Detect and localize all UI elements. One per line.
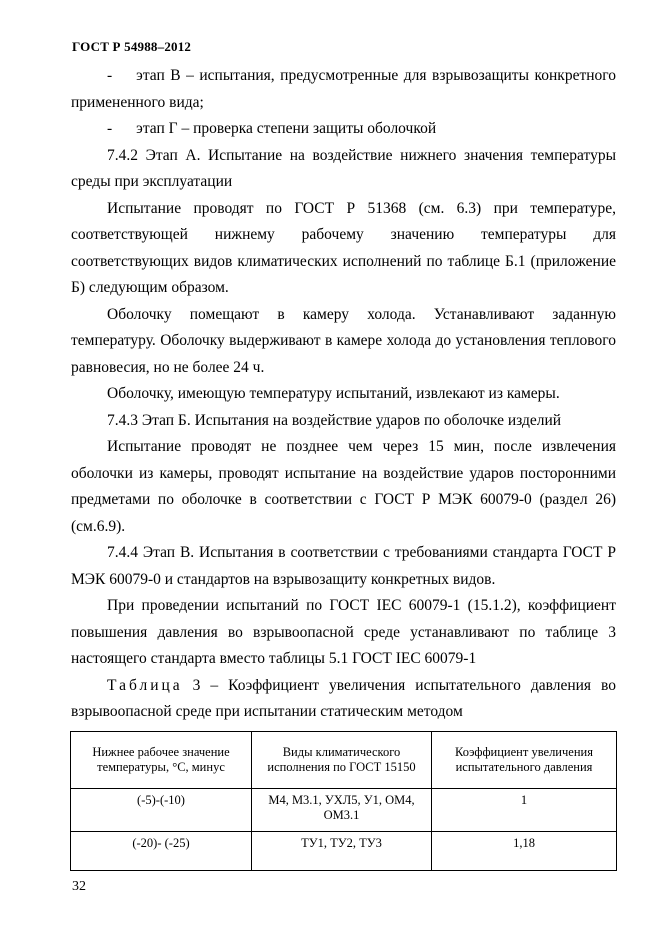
table-header-row [71,732,617,789]
paragraph-shell-cold: Оболочку помещают в камеру холода. Устанавливают заданную температуру. Оболочку выдерживают в камере холода до установления теплового равновесия, но не более 24 ч. [71,305,616,376]
list-item-stage-b [71,63,616,116]
document-body [71,63,616,726]
table-caption [71,673,616,726]
document-code-header: ГОСТ Р 54988–2012 [72,39,192,54]
paragraph-remove: Оболочку, имеющую температуру испытаний, извлекают из камеры. [107,385,560,402]
table-row [71,832,617,871]
table-cell: М4, М3.1, УХЛ5, У1, ОМ4, ОМ3.1 [252,789,432,832]
paragraph-test-a: Испытание проводят по ГОСТ Р 51368 (см. 6.3) при температуре, соответствующей нижнему рабочему значению температуры для соответствующих видов климатических исполнений по таблице Б.1 (приложение Б) следующим образом. [71,199,616,296]
section-7-4-4: 7.4.4 Этап В. Испытания в соответствии с требованиями стандарта ГОСТ Р МЭК 60079-0 и стандартов на взрывозащиту конкретных видов. [71,544,616,588]
list-item-stage-g [71,116,616,143]
section-7-4-2: 7.4.2 Этап А. Испытание на воздействие нижнего значения температуры среды при эксплуатации [71,146,616,190]
table-header-cell: Виды климатического исполнения по ГОСТ 15150 [252,732,432,789]
table-cell: ТУ1, ТУ2, ТУ3 [252,832,432,871]
table-cell: (-20)- (-25) [71,832,252,871]
table-row [71,789,617,832]
table-cell: 1,18 [432,832,617,871]
list-item-text: этап Г – проверка степени защиты оболочкой [136,120,437,137]
section-7-4-3: 7.4.3 Этап Б. Испытания на воздействие ударов по оболочке изделий [107,411,562,429]
paragraph-pressure: При проведении испытаний по ГОСТ IEC 60079-1 (15.1.2), коэффициент повышения давления во взрывоопасной среде устанавливают по таблице 3 настоящего стандарта вместо таблицы 5.1 ГОСТ IEC 60079-1 [71,597,616,667]
table-caption-text: 3 – Коэффициент увеличения испытательного давления во взрывоопасной среде при испытании статическим методом [71,676,616,720]
table-caption-word: Таблица [107,676,183,694]
paragraph-test-b: Испытание проводят не позднее чем через 15 мин, после извлечения оболочки из камеры, проводят испытание на воздействие ударов посторонними предметами по оболочке в соответствии с ГОСТ Р МЭК 60079-0 (раздел 26) (см.6.9). [71,438,616,535]
table-header-cell: Коэффициент увеличения испытательного давления [432,732,617,789]
table-cell: 1 [432,789,617,832]
list-dash: - [107,120,113,137]
page-number: 32 [72,879,86,894]
list-item-text: этап В – испытания, предусмотренные для взрывозащиты конкретного примененного вида; [71,67,616,111]
table-header-cell: Нижнее рабочее значение температуры, °С, минус [71,732,252,789]
list-dash: - [107,67,113,84]
pressure-coefficient-table [70,731,617,871]
table-cell: (-5)-(-10) [71,789,252,832]
